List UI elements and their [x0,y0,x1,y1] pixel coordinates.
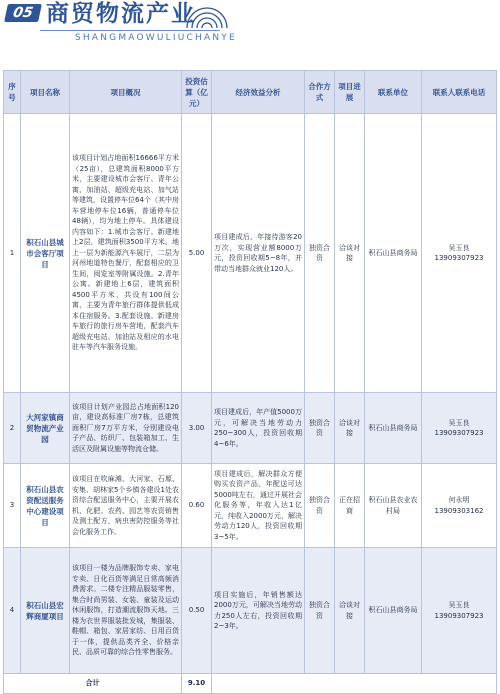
column-header: 经济效益分析 [212,71,305,114]
economic-benefit: 项目建成后，解决群众方便购买农资产品，年配送可达5000吨左右，通过开展社会化服务等，年收入达1亿元，纯收入2000万元，解决劳动力120人，投资回收期3~5年。 [212,464,305,548]
economic-benefit: 项目建成后，年接待游客20万次，实现营业额8000万元，投资回收期5~8年，并带动当地群众就业120人。 [212,114,305,393]
project-overview: 该项目计划占地面积16666平方米（25亩），总建筑面积8000平方米，主要建设城市会客厅、青年公寓、加油站、超级充电站、加气站等建筑，设置停车位64个（其中房车营地停车位16辆，普通停车位48辆），均为地上停车。具体建设内容如下：1.城市会客厅。新建地上2层，建筑面积3500平方米。地上一层为新能源汽车展厅，二层为河州地道特色餐厅，配套相应的卫生间，阅览室等附属设施。2.青年公寓。新建地上6层，建筑面积4500平方米，共设有100间公寓，主要为青年旅行群体提供低成本住宿服务。3.配套设施。新建房车旅行的旅行房车营地，配套汽车超级充电站、加油站及相应的水电驻车等汽车服务设施。 [70,114,182,393]
contact-person: 吴玉良 13909307923 [422,548,497,674]
column-header: 投资估算（亿元） [182,71,212,114]
economic-benefit: 项目实施后，年销售额达2000万元，可解决当地劳动力250人左右，投资回收期2~3年。 [212,548,305,674]
investment-estimate: 0.60 [182,464,212,548]
contact-unit: 积石山县商务局 [365,114,422,393]
project-overview: 该项目计划产业园总占地面积120亩，建设高标准厂房7栋，总建筑面积厂房7万平方米，分别建设电子产品、纺织厂、包装箱加工、生活区及附属设施等物流仓储。 [70,393,182,464]
contact-person: 吴玉良 13909307923 [422,114,497,393]
contact-person: 吴玉良 13909307923 [422,393,497,464]
row-number: 1 [4,114,21,393]
table-row [4,114,497,393]
cooperation-mode: 独资合资 [305,464,335,548]
total-investment: 9.10 [182,674,212,694]
cooperation-mode: 独资合资 [305,114,335,393]
table-row [4,464,497,548]
contact-unit: 积石山县农业农村局 [365,464,422,548]
section-number-badge: 05 [4,4,42,22]
cooperation-mode: 独资合资 [305,548,335,674]
contact-unit: 积石山县商务局 [365,548,422,674]
row-number: 4 [4,548,21,674]
row-number: 2 [4,393,21,464]
total-empty-cell [212,674,497,694]
project-progress: 洽谈对接 [335,393,365,464]
section-subtitle: SHANGMAOWULIUCHANYE [75,33,237,43]
investment-estimate: 0.50 [182,548,212,674]
row-number: 3 [4,464,21,548]
project-overview: 该项目一楼为品牌服饰专卖、家电专卖、日化百货等满足日常高频消费需求。二楼专注精品服装零售，集合时尚男装、女装、童装及运动休闲服饰，打造潮流服饰天地。三楼为衣世界服装批发城，集服装、鞋帽、箱包、家居家纺、日用百货于一体，提供品类齐全、价格亲民、品质可靠的综合性零售服务。 [70,548,182,674]
investment-estimate: 3.00 [182,393,212,464]
project-progress: 正在招商 [335,464,365,548]
project-progress: 洽谈对接 [335,114,365,393]
column-header: 联系单位 [365,71,422,114]
contact-person: 何永明 13909303162 [422,464,497,548]
project-progress: 洽谈对接 [335,548,365,674]
project-table [3,70,497,694]
column-header: 项目进展 [335,71,365,114]
title-underline [40,30,220,31]
concentric-arcs-icon [182,2,232,28]
project-name: 积石山县宏辉商厦项目 [21,548,70,674]
cooperation-mode: 独资合资 [305,393,335,464]
investment-estimate: 5.00 [182,114,212,393]
contact-unit: 积石山县商务局 [365,393,422,464]
column-header: 项目概况 [70,71,182,114]
column-header: 项目名称 [21,71,70,114]
total-row [4,674,497,694]
section-header [0,0,500,48]
column-header: 序号 [4,71,21,114]
section-title: 商贸物流产业 [46,1,196,27]
project-overview: 该项目在吹麻滩、大河家、石塬、安集、胡林家5个乡镇各建设1处农资综合配送服务中心，主要开展农机、化肥、农药、园艺等农资销售及测土配方，病虫害防控服务等社会化服务工作。 [70,464,182,548]
project-name: 积石山县城市会客厅项目 [21,114,70,393]
table-row [4,393,497,464]
table-header-row [4,71,497,114]
column-header: 合作方式 [305,71,335,114]
column-header: 联系人联系电话 [422,71,497,114]
total-label: 合计 [4,674,182,694]
table-row [4,548,497,674]
project-name: 积石山县农资配送服务中心建设项目 [21,464,70,548]
economic-benefit: 项目建成后，年产值5000万元，可解决当地劳动力250~300人，投资回收期4~6年。 [212,393,305,464]
project-name: 大河家镇商贸物流产业园 [21,393,70,464]
